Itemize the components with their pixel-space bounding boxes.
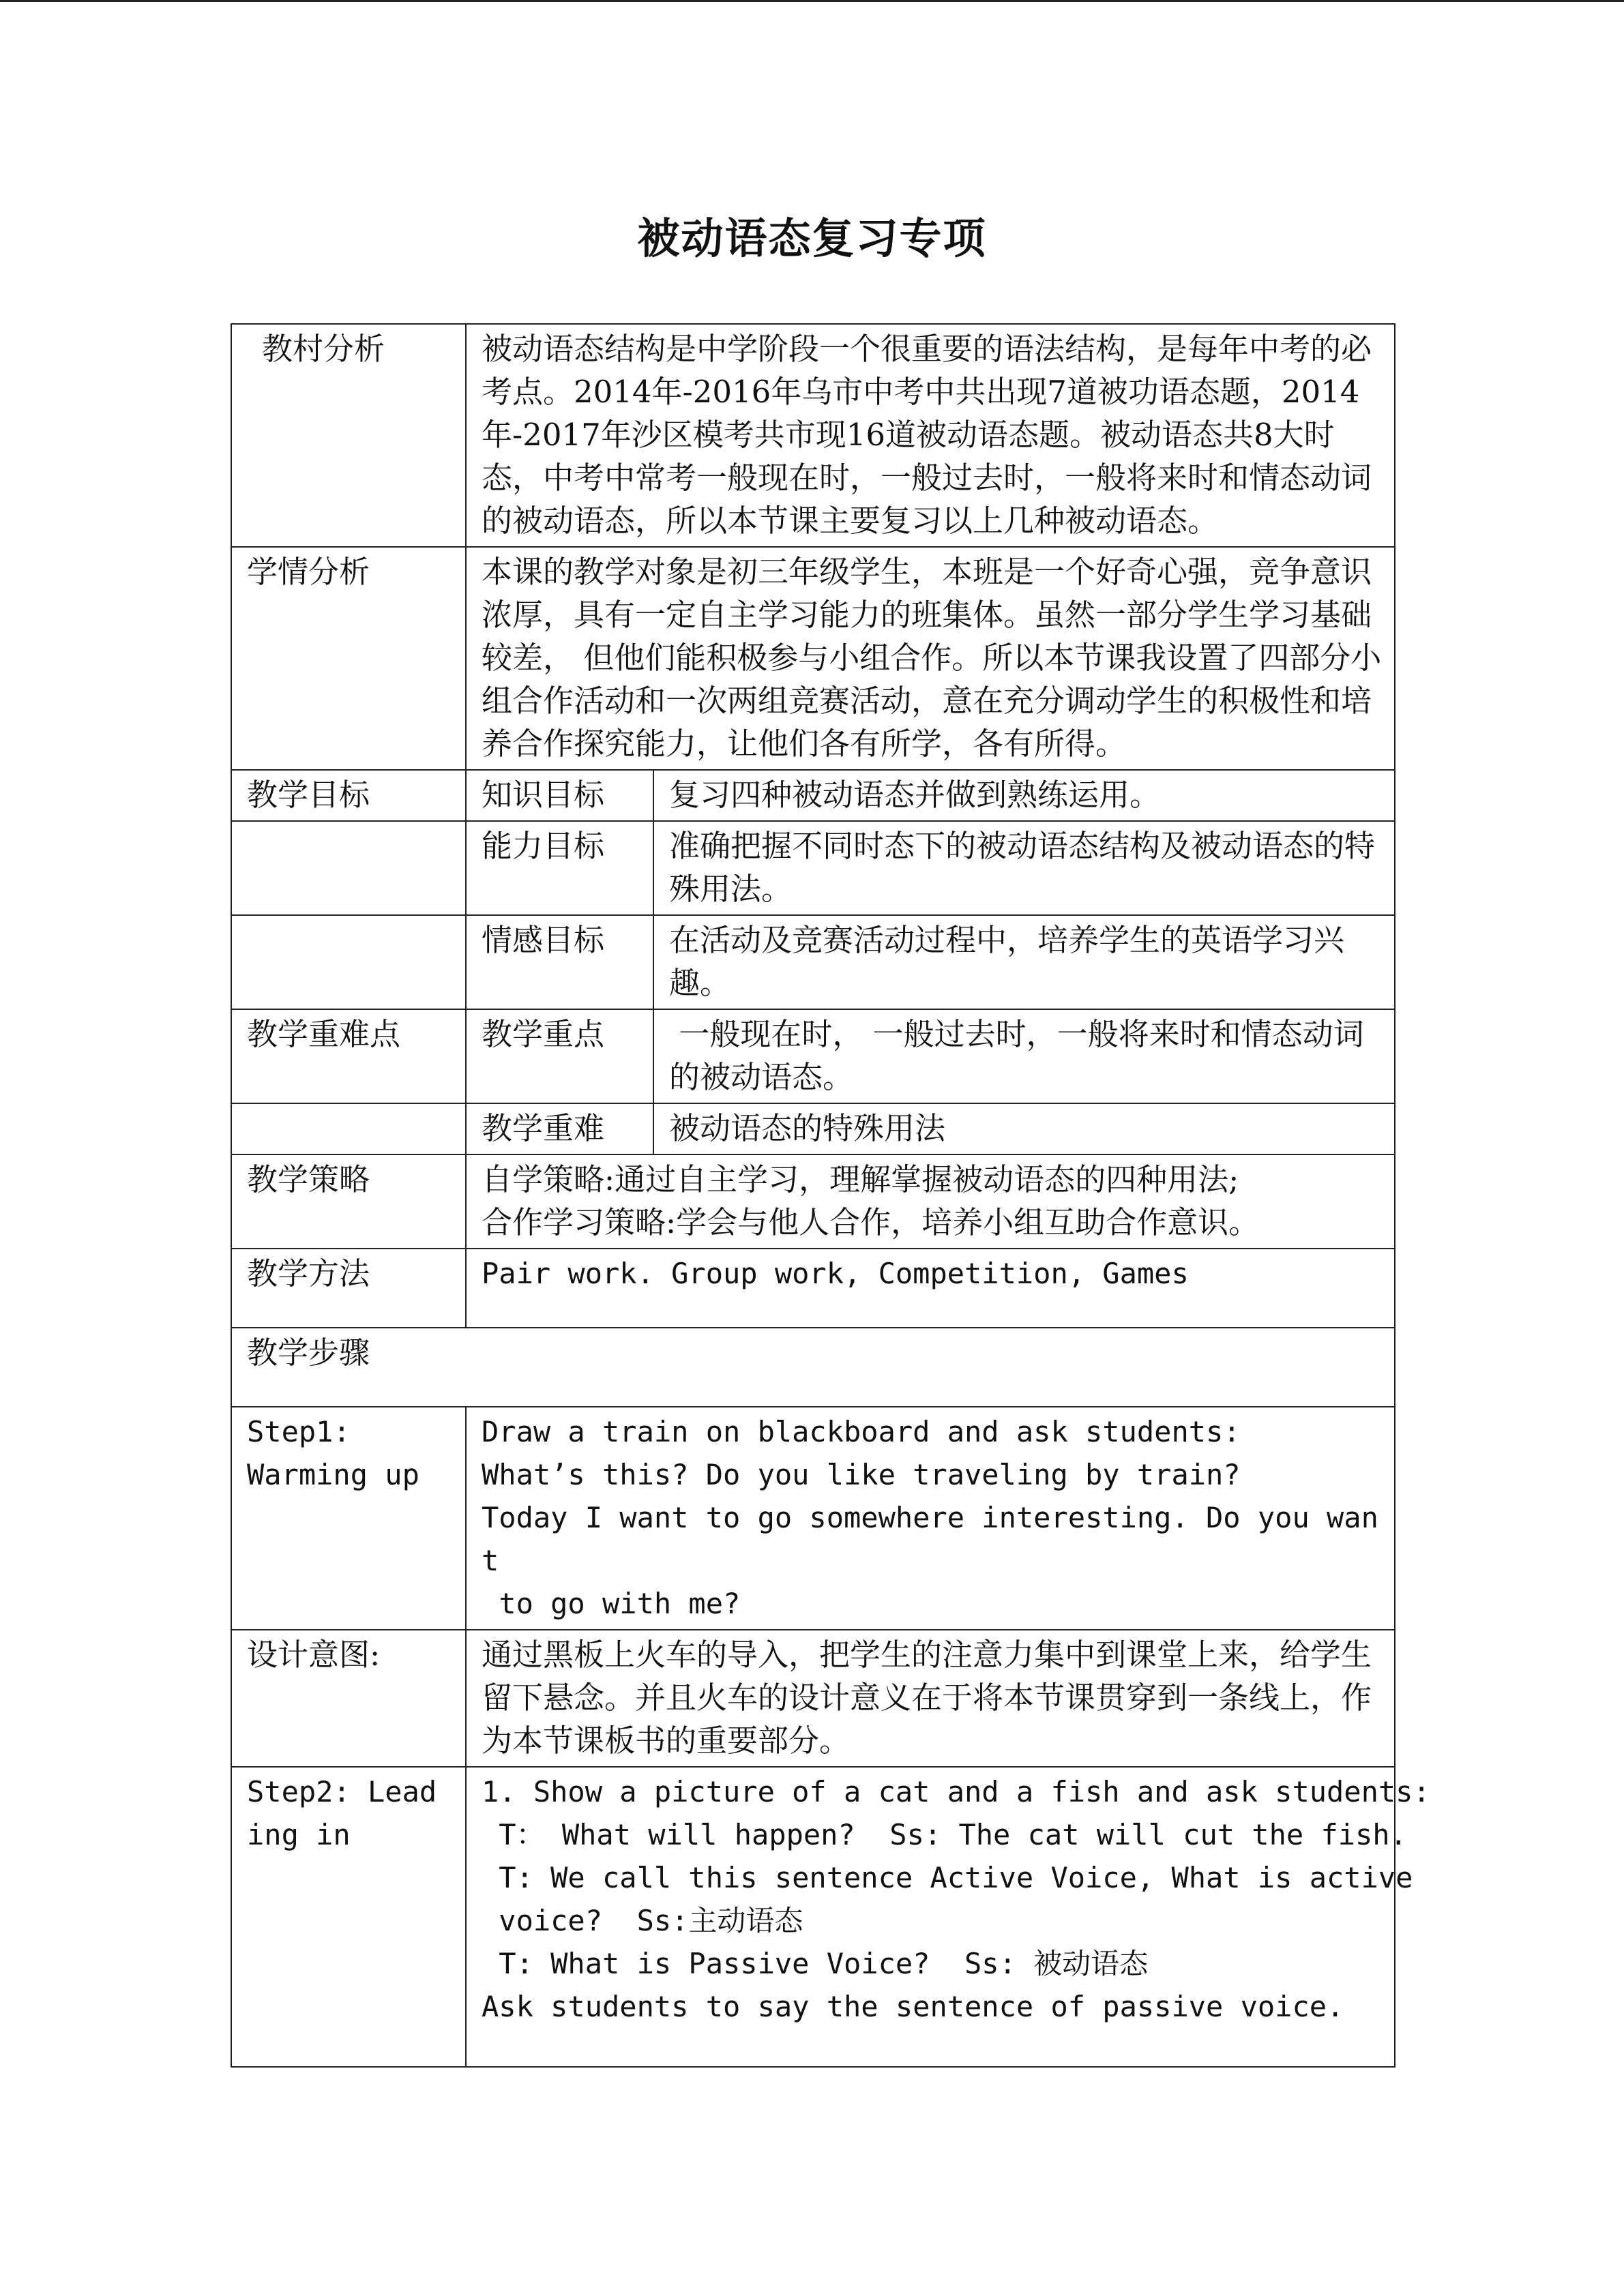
goal-label-ability: 能力目标 (466, 821, 653, 915)
goal-text-ability: 准确把握不同时态下的被动语态结构及被动语态的特殊用法。 (653, 821, 1395, 915)
strategy-text (466, 1154, 1395, 1249)
table-row-steps-header (231, 1328, 1395, 1407)
row-label-design-intent: 设计意图: (231, 1630, 466, 1767)
keypoint-text-focus: 一般现在时， 一般过去时，一般将来时和情态动词的被动语态。 (653, 1009, 1395, 1103)
table-row-methods (231, 1249, 1395, 1328)
strategy-line-self-study: 自学策略:通过自主学习，理解掌握被动语态的四种用法; (482, 1161, 1239, 1197)
table-row-step2 (231, 1767, 1395, 2067)
lesson-plan-table (231, 323, 1430, 2068)
goal-text-knowledge: 复习四种被动语态并做到熟练运用。 (653, 770, 1395, 821)
design-intent-text: 通过黑板上火车的导入，把学生的注意力集中到课堂上来，给学生留下悬念。并且火车的设计意义在于将本节课贯穿到一条线上，作为本节课板书的重要部分。 (466, 1630, 1395, 1767)
table-row-design-intent (231, 1630, 1395, 1767)
row-label-strategy: 教学策略 (231, 1154, 466, 1249)
table-row-keypoint-difficulty (231, 1103, 1395, 1154)
keypoint-label-focus: 教学重点 (466, 1009, 653, 1103)
step1-line: Today I want to go somewhere interesting. Do you want (482, 1501, 1378, 1577)
step1-line: What’s this? Do you like traveling by train? (482, 1458, 1241, 1491)
step2-content (466, 1767, 1430, 2067)
step2-line: T: What is Passive Voice? Ss: 被动语态 (482, 1947, 1149, 1980)
goal-label-knowledge: 知识目标 (466, 770, 653, 821)
table-row-goal-emotion (231, 915, 1395, 1009)
empty-cell (231, 1103, 466, 1154)
strategy-line-cooperative: 合作学习策略:学会与他人合作，培养小组互助合作意识。 (482, 1204, 1260, 1240)
row-label-textbook-analysis: 教村分析 (231, 324, 466, 547)
empty-cell (231, 915, 466, 1009)
table-row-strategy (231, 1154, 1395, 1249)
empty-cell (231, 821, 466, 915)
keypoint-label-difficulty: 教学重难 (466, 1103, 653, 1154)
step1-label (231, 1407, 466, 1630)
table-row-step1 (231, 1407, 1395, 1630)
methods-text: Pair work. Group work, Competition, Games (466, 1249, 1395, 1328)
table-row-textbook-analysis (231, 324, 1395, 547)
table-row-keypoint-focus (231, 1009, 1395, 1103)
step2-label: Step2: Leading in (231, 1767, 466, 2067)
row-label-student-analysis: 学情分析 (231, 547, 466, 770)
student-analysis-text: 本课的教学对象是初三年级学生，本班是一个好奇心强，竞争意识浓厚，具有一定自主学习能力的班集体。虽然一部分学生学习基础较差， 但他们能积极参与小组合作。所以本节课我设置了四部分小组合作活动和一次两组竞赛活动，意在充分调动学生的积极性和培养合作探究能力，让他们各有所学，各有所得。 (466, 547, 1395, 770)
goal-label-emotion: 情感目标 (466, 915, 653, 1009)
step2-line: T： What will happen? Ss: The cat will cut the fish. (482, 1818, 1407, 1851)
table-row-goal-ability (231, 821, 1395, 915)
top-border-line (0, 0, 1624, 2)
step1-content (466, 1407, 1395, 1630)
keypoint-text-difficulty: 被动语态的特殊用法 (653, 1103, 1395, 1154)
step2-line: Ask students to say the sentence of passive voice. (482, 1990, 1344, 2023)
step1-label-number: Step1: (247, 1415, 351, 1448)
row-label-methods: 教学方法 (231, 1249, 466, 1328)
step2-line: voice? Ss:主动语态 (482, 1904, 803, 1937)
step1-label-title: Warming up (247, 1458, 419, 1491)
goal-text-emotion: 在活动及竞赛活动过程中，培养学生的英语学习兴趣。 (653, 915, 1395, 1009)
page-title: 被动语态复习专项 (637, 213, 987, 263)
step2-line: T: We call this sentence Active Voice, What is active (482, 1861, 1413, 1894)
step1-line: Draw a train on blackboard and ask students: (482, 1415, 1241, 1448)
row-label-steps: 教学步骤 (231, 1328, 1395, 1407)
textbook-analysis-text: 被动语态结构是中学阶段一个很重要的语法结构，是每年中考的必考点。2014年-2016年乌市中考中共出现7道被功语态题，2014年-2017年沙区模考共市现16道被动语态题。被动语态共8大时态，中考中常考一般现在时，一般过去时，一般将来时和情态动词的被动语态，所以本节课主要复习以上几种被动语态。 (466, 324, 1395, 547)
row-label-teaching-goals: 教学目标 (231, 770, 466, 821)
step2-line: 1. Show a picture of a cat and a fish and ask students: (482, 1775, 1430, 1808)
row-label-keypoints: 教学重难点 (231, 1009, 466, 1103)
step1-line: to go with me? (482, 1587, 741, 1620)
table-row-goal-knowledge (231, 770, 1395, 821)
table-row-student-analysis (231, 547, 1395, 770)
